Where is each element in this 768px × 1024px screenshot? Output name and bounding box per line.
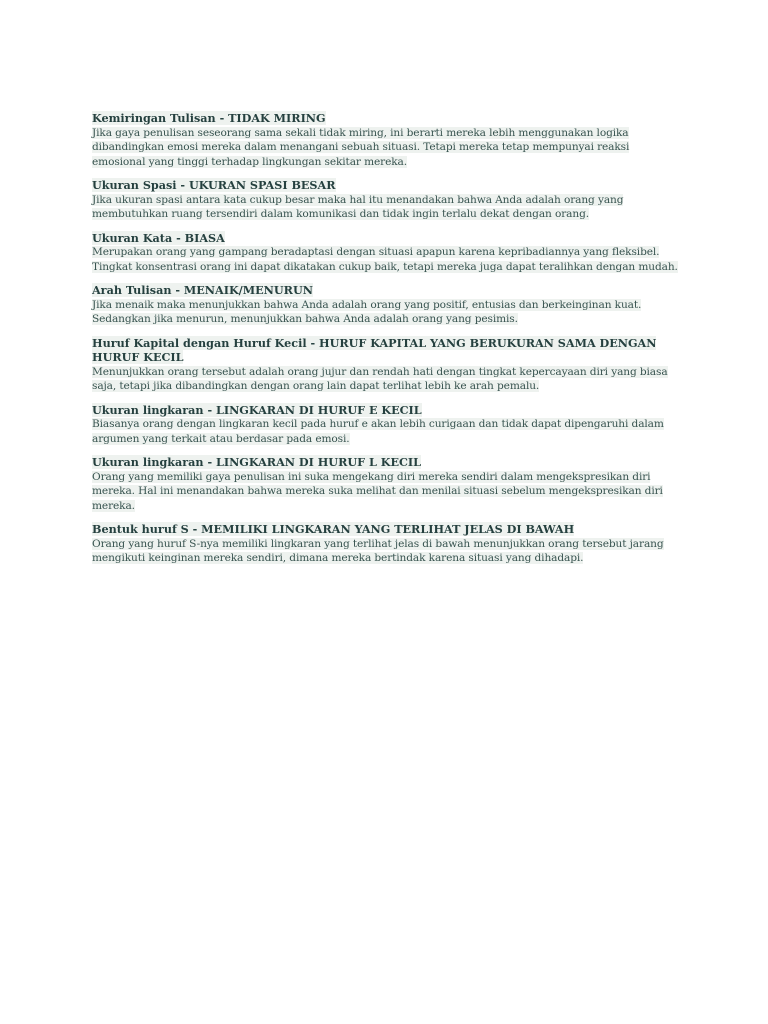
section-kemiringan-tulisan [92, 111, 682, 169]
section-heading-text: Ukuran Kata - BIASA [92, 230, 225, 245]
section-huruf-kapital [92, 336, 682, 394]
section-body [92, 126, 682, 170]
section-heading-text: Ukuran lingkaran - LINGKARAN DI HURUF L KECIL [92, 455, 421, 469]
section-heading [92, 231, 682, 246]
section-heading [92, 403, 682, 418]
section-lingkaran-l [92, 455, 682, 513]
section-body-text: Orang yang huruf S-nya memiliki lingkaran yang terlihat jelas di bawah menunjukkan orang tersebut jarang mengikuti keinginan mereka sendiri, dimana mereka bertindak karena situasi yang dihadapi. [92, 537, 664, 564]
section-body-text: Orang yang memiliki gaya penulisan ini suka mengekang diri mereka sendiri dalam mengekspresikan diri mereka. Hal ini menandakan bahwa mereka suka melihat dan menilai situasi sebelum mengekspresikan diri mereka. [92, 470, 663, 512]
document-page [92, 111, 682, 575]
section-lingkaran-e [92, 403, 682, 447]
section-heading [92, 178, 682, 193]
section-bentuk-huruf-s [92, 522, 682, 566]
section-body [92, 537, 682, 566]
section-heading [92, 111, 682, 126]
section-body-text: Menunjukkan orang tersebut adalah orang jujur dan rendah hati dengan tingkat kepercayaan diri yang biasa saja, tetapi jika dibandingkan dengan orang lain dapat terlihat lebih ke arah pemalu. [92, 365, 668, 392]
section-body [92, 193, 682, 222]
section-body [92, 365, 682, 394]
section-body-text: Jika menaik maka menunjukkan bahwa Anda adalah orang yang positif, entusias dan berkeinginan kuat. Sedangkan jika menurun, menunjukkan bahwa Anda adalah orang yang pesimis. [92, 298, 642, 325]
section-ukuran-kata [92, 231, 682, 275]
section-heading [92, 455, 682, 470]
section-heading-text: Arah Tulisan - MENAIK/MENURUN [92, 283, 313, 297]
section-heading [92, 522, 682, 537]
section-heading [92, 336, 682, 365]
section-body [92, 470, 682, 514]
section-body-text: Jika gaya penulisan seseorang sama sekali tidak miring, ini berarti mereka lebih menggunakan logika dibandingkan emosi mereka dalam menangani sebuah situasi. Tetapi mereka tetap mempunyai reaksi emosional yang tinggi terhadap lingkungan sekitar mereka. [92, 126, 630, 168]
section-body-text: Biasanya orang dengan lingkaran kecil pada huruf e akan lebih curigaan dan tidak dapat dipengaruhi dalam argumen yang terkait atau berdasar pada emosi. [92, 418, 664, 445]
section-arah-tulisan [92, 283, 682, 327]
section-heading-text: Ukuran Spasi - UKURAN SPASI BESAR [92, 178, 336, 192]
section-body-text: Merupakan orang yang gampang beradaptasi dengan situasi apapun karena kepribadiannya yang fleksibel. Tingkat konsentrasi orang ini dapat dikatakan cukup baik, tetapi mereka juga dapat teralihkan dengan mudah. [92, 246, 678, 273]
section-heading-text: Bentuk huruf S - MEMILIKI LINGKARAN YANG TERLIHAT JELAS DI BAWAH [92, 522, 575, 536]
section-body-text: Jika ukuran spasi antara kata cukup besar maka hal itu menandakan bahwa Anda adalah orang yang membutuhkan ruang tersendiri dalam komunikasi dan tidak ingin terlalu dekat dengan orang. [92, 193, 624, 220]
section-ukuran-spasi [92, 178, 682, 222]
section-heading-text: Kemiringan Tulisan - TIDAK MIRING [92, 111, 326, 125]
section-body [92, 298, 682, 327]
section-heading [92, 283, 682, 298]
section-body [92, 245, 682, 274]
section-heading-text: Huruf Kapital dengan Huruf Kecil - HURUF KAPITAL YANG BERUKURAN SAMA DENGAN HURUF KECIL [92, 335, 657, 364]
section-body [92, 417, 682, 446]
section-heading-text: Ukuran lingkaran - LINGKARAN DI HURUF E KECIL [92, 402, 422, 417]
